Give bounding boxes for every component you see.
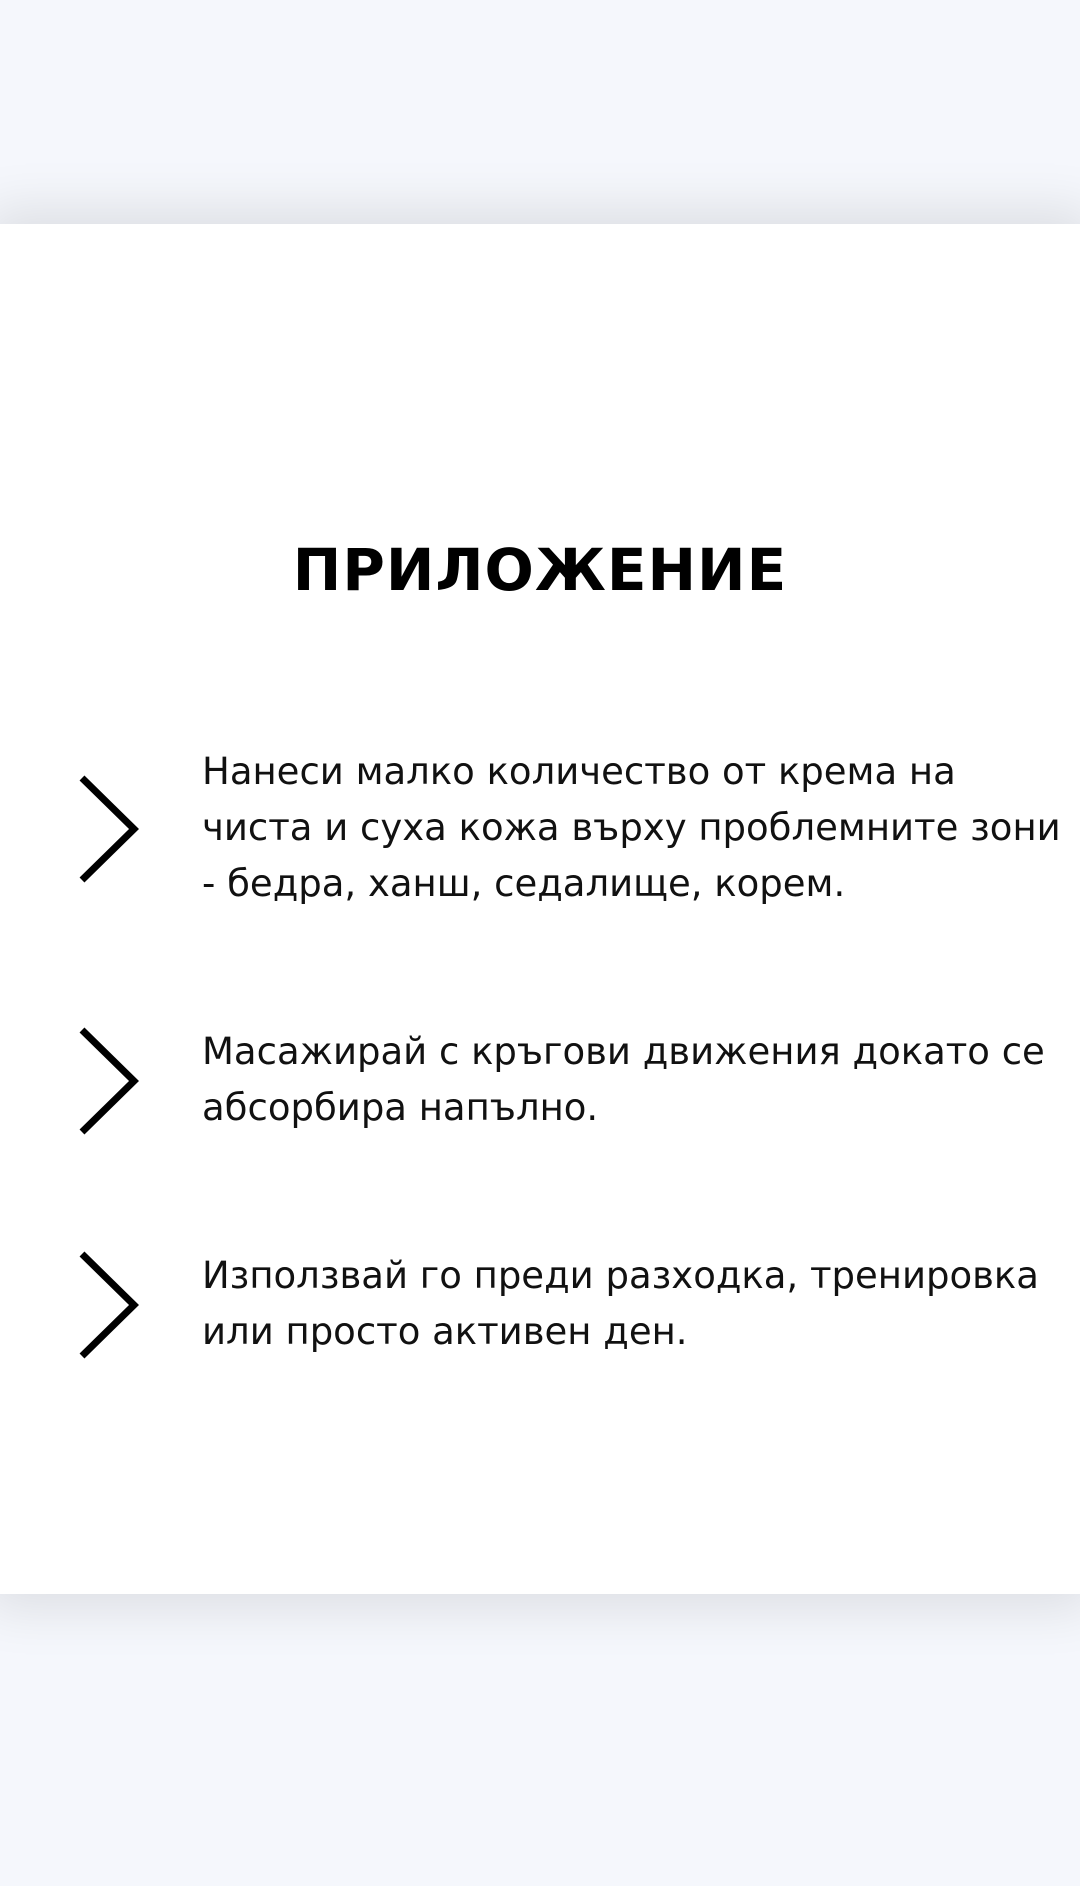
- step-text: Нанеси малко количество от крема на чиста и суха кожа върху проблемните зони - бедра, ханш, седалище, корем.: [202, 750, 1061, 905]
- page-title: ПРИЛОЖЕНИЕ: [292, 536, 788, 604]
- chevron-right-icon: [78, 774, 142, 884]
- content-card: [0, 224, 1080, 1594]
- chevron-right-icon: [78, 1026, 142, 1136]
- step-text: Масажирай с кръгови движения докато се абсорбира напълно.: [202, 1030, 1045, 1129]
- step-text: Използвай го преди разходка, тренировка или просто активен ден.: [202, 1254, 1039, 1353]
- chevron-right-icon: [78, 1250, 142, 1360]
